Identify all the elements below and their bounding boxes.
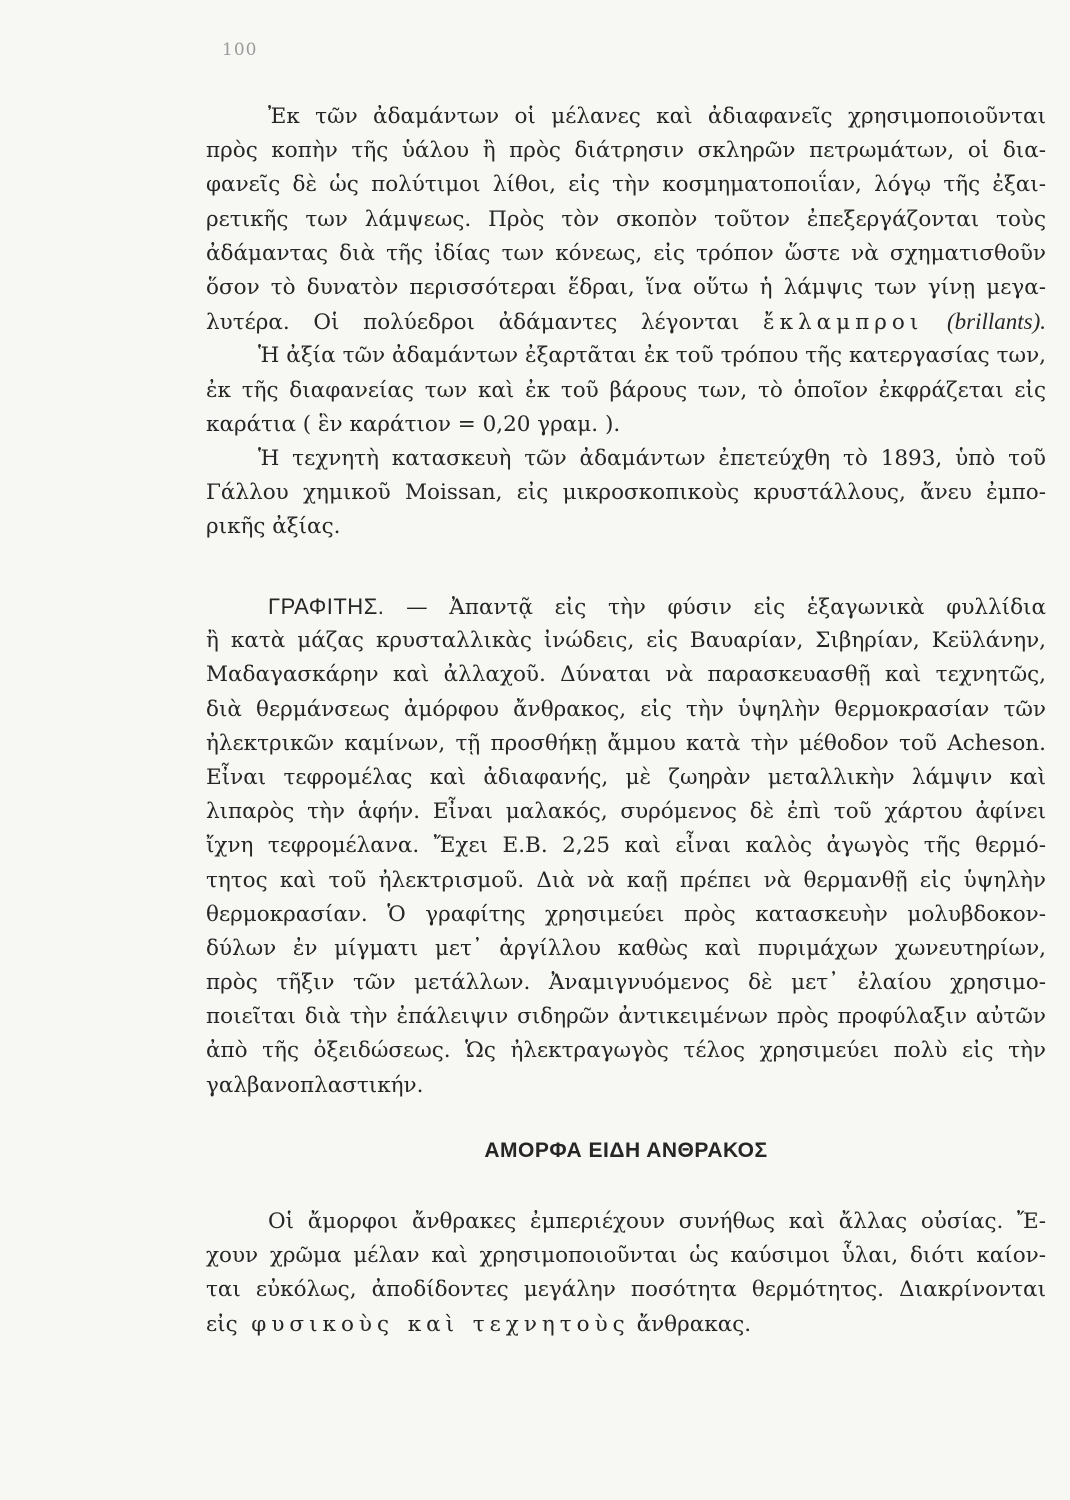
spaced-term: τεχνητοὺς — [472, 1311, 630, 1337]
text-line: ἠλεκτρικῶν καμίνων, τῇ προσθήκῃ ἄμμου κατὰ τὴν μέθοδον τοῦ Acheson. — [206, 730, 1046, 756]
text-line: πρὸς τῆξιν τῶν μετάλλων. Ἀναμιγνυόμενος δὲ μετ᾿ ἐλαίου χρησιμο- — [206, 970, 1046, 996]
text-line: γαλβανοπλαστικήν. — [206, 1072, 424, 1098]
text-line: ρετικῆς των λάμψεως. Πρὸς τὸν σκοπὸν τοῦτον ἐπεξεργάζονται τοὺς — [206, 206, 1046, 232]
text-fragment: ἄνθρακας. — [636, 1311, 752, 1337]
text-line: δύλων ἐν μίγματι μετ᾿ ἀργίλλου καθὼς καὶ πυριμάχων χωνευτηρίων, — [206, 935, 1046, 961]
text-line — [206, 1308, 1046, 1342]
text-line: ἀδάμαντας διὰ τῆς ἰδίας των κόνεως, εἰς τρόπον ὥστε νὰ σχηματισθοῦν — [206, 240, 1046, 266]
paragraph-graphite — [206, 590, 1046, 1103]
paragraph-amorphous-carbon — [206, 1205, 1046, 1342]
spaced-term: φυσικοὺς — [251, 1311, 395, 1337]
text-line: Ἡ τεχνητὴ κατασκευὴ τῶν ἀδαμάντων ἐπετεύχθη τὸ 1893, ὑπὸ τοῦ — [258, 445, 1046, 471]
text-line: πρὸς κοπὴν τῆς ὑάλου ἢ πρὸς διάτρησιν σκληρῶν πετρωμάτων, οἱ δια- — [206, 138, 1046, 164]
spaced-term: καὶ — [407, 1311, 460, 1337]
text-line: καράτια ( ἓν καράτιον = 0,20 γραμ. ). — [206, 411, 621, 437]
text-line: λιπαρὸς τὴν ἁφήν. Εἶναι μαλακός, συρόμενος δὲ ἐπὶ τοῦ χάρτου ἀφίνει — [206, 799, 1046, 825]
text-line: ἢ κατὰ μάζας κρυσταλλικὰς ἰνώδεις, εἰς Βαυαρίαν, Σιβηρίαν, Κεϋλάνην, — [206, 628, 1046, 654]
text-line: χουν χρῶμα μέλαν καὶ χρησιμοποιοῦνται ὡς καύσιμοι ὗλαι, διότι καίον- — [206, 1243, 1046, 1269]
text-line: Ἡ ἀξία τῶν ἀδαμάντων ἐξαρτᾶται ἐκ τοῦ τρόπου τῆς κατεργασίας των, — [258, 343, 1046, 369]
text-line — [206, 590, 1046, 624]
text-fragment: λυτέρα. Οἱ πολύεδροι ἀδάμαντες λέγονται — [206, 310, 740, 336]
text-line: ἐκ τῆς διαφανείας των καὶ ἐκ τοῦ βάρους των, τὸ ὁποῖον ἐκφράζεται εἰς — [206, 377, 1046, 403]
text-line: Ἐκ τῶν ἀδαμάντων οἱ μέλανες καὶ ἀδιαφανεῖς χρησιμοποιοῦνται — [268, 104, 1046, 129]
text-fragment: εἰς — [206, 1311, 238, 1337]
text-line: διὰ θερμάνσεως ἀμόρφου ἄνθρακος, εἰς τὴν ὑψηλὴν θερμοκρασίαν τῶν — [206, 696, 1046, 722]
text-line: τητος καὶ τοῦ ἠλεκτρισμοῦ. Διὰ νὰ καῇ πρέπει νὰ θερμανθῇ εἰς ὑψηλὴν — [206, 867, 1046, 893]
text-line: ρικῆς ἀξίας. — [206, 514, 341, 540]
paragraph-diamond-uses — [206, 100, 1046, 544]
text-line: φανεῖς δὲ ὡς πολύτιμοι λίθοι, εἰς τὴν κοσμηματοποιΐαν, λόγῳ τῆς ἐξαι- — [206, 172, 1046, 198]
text-line: Οἱ ἄμορφοι ἄνθρακες ἐμπεριέχουν συνήθως καὶ ἄλλας οὐσίας. Ἔ- — [268, 1209, 1046, 1234]
page-number: 100 — [222, 40, 258, 60]
graphite-heading: ΓΡΑΦΙΤΗΣ. — [268, 594, 385, 619]
text-line: Μαδαγασκάρην καὶ ἀλλαχοῦ. Δύναται νὰ παρασκευασθῇ καὶ τεχνητῶς, — [206, 662, 1046, 688]
text-line: ται εὐκόλως, ἀποδίδοντες μεγάλην ποσότητα θερμότητος. Διακρίνονται — [206, 1277, 1046, 1303]
text-line — [206, 305, 1046, 339]
text-line: Εἶναι τεφρομέλας καὶ ἀδιαφανής, μὲ ζωηρὰν μεταλλικὴν λάμψιν καὶ — [206, 764, 1046, 790]
text-line: Γάλλου χημικοῦ Moissan, εἰς μικροσκοπικοὺς κρυστάλλους, ἄνευ ἐμπο- — [206, 480, 1046, 506]
italic-term: (brillants). — [946, 309, 1046, 335]
text-line: ἀπὸ τῆς ὀξειδώσεως. Ὡς ἠλεκτραγωγὸς τέλος χρησιμεύει πολὺ εἰς τὴν — [206, 1038, 1046, 1064]
section-heading: ΑΜΟΡΦΑ ΕΙΔΗ ΑΝΘΡΑΚΟΣ — [484, 1139, 768, 1162]
text-line: ὅσον τὸ δυνατὸν περισσότεραι ἕδραι, ἵνα οὕτω ἡ λάμψις των γίνῃ μεγα- — [206, 274, 1046, 300]
text-line: ἴχνη τεφρομέλανα. Ἔχει Ε.Β. 2,25 καὶ εἶναι καλὸς ἀγωγὸς τῆς θερμό- — [206, 833, 1046, 859]
spaced-term: ἔκλαμπροι — [763, 310, 924, 336]
text-line: ποιεῖται διὰ τὴν ἐπάλειψιν σιδηρῶν ἀντικειμένων πρὸς προφύλαξιν αὐτῶν — [206, 1004, 1046, 1030]
text-line: θερμοκρασίαν. Ὁ γραφίτης χρησιμεύει πρὸς κατασκευὴν μολυβδοκον- — [206, 901, 1046, 927]
text-fragment: — Ἀπαντᾷ εἰς τὴν φύσιν εἰς ἑξαγωνικὰ φυλλίδια — [406, 595, 1046, 620]
